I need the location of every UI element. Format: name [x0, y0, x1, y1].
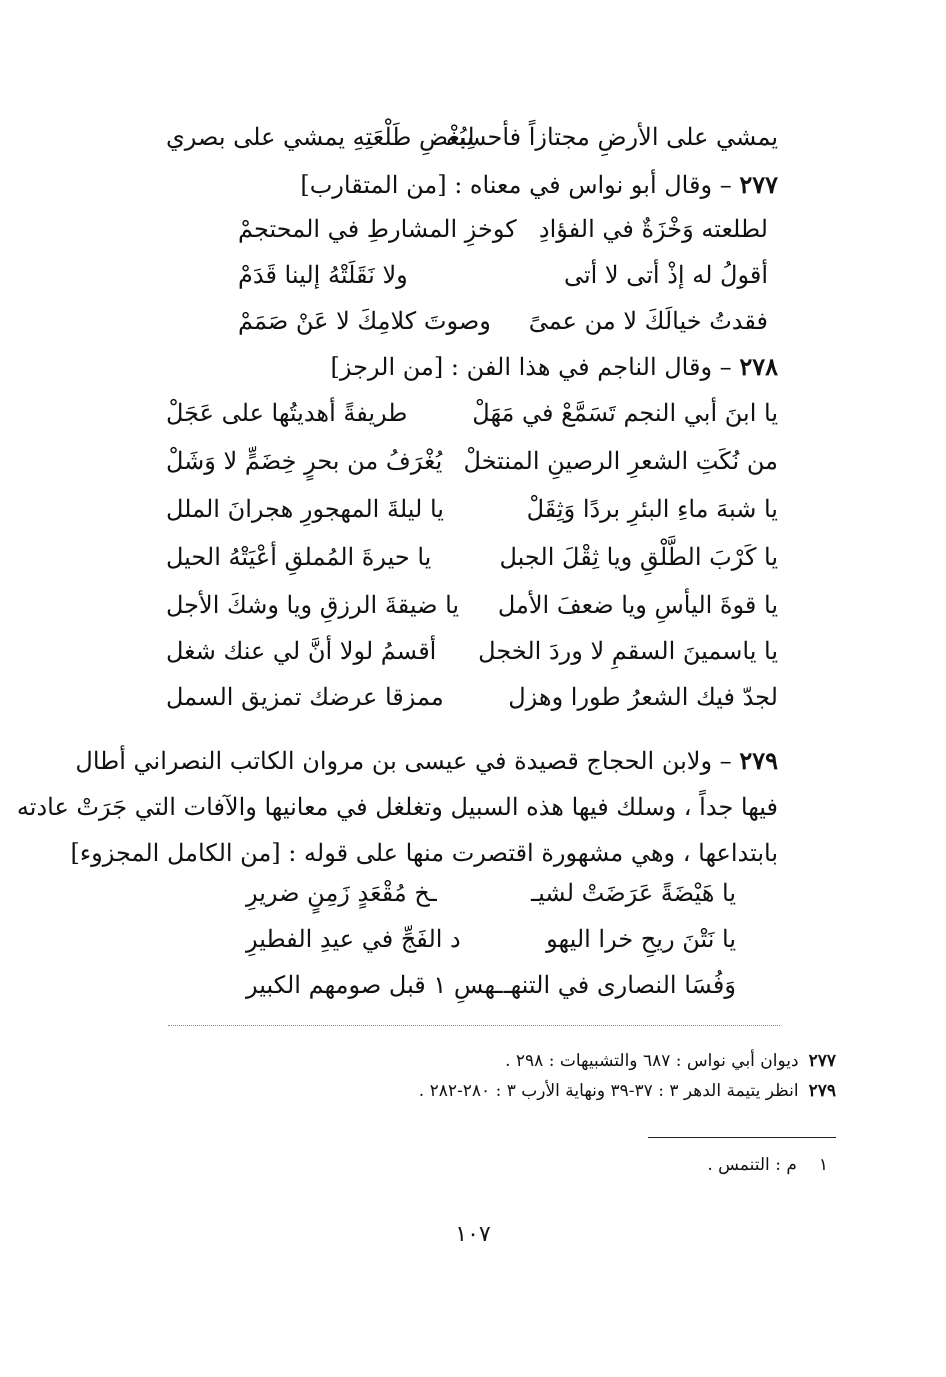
- verse-second-hemistich: يُغْرَفُ من بحرٍ خِضَمٍّ لا وَشَلْ: [166, 447, 443, 475]
- verse-line: [246, 922, 736, 956]
- verse-second-hemistich: يا ليلةَ المهجورِ هجرانَ الملل: [166, 495, 444, 523]
- entry-prose-line: – ولابن الحجاج قصيدة في عيسى بن مروان الكاتب النصراني أطال: [75, 747, 732, 775]
- entry-number: ٢٧٩: [739, 746, 778, 775]
- verse-first-hemistich: من نُكَتِ الشعرِ الرصينِ المنتخلْ: [463, 447, 778, 475]
- verse-second-hemistich: ـهسِ ١ قبل صومهم الكبير: [246, 971, 503, 999]
- entry-intro: – وقال أبو نواس في معناه : [من المتقارب]: [300, 171, 732, 199]
- footnote-separator: [168, 1025, 780, 1026]
- verse-first-hemistich: يا شبهَ ماءِ البئرِ بردًا وَثِقَلْ: [526, 495, 778, 523]
- verse-first-hemistich: فقدتُ خيالَكَ لا من عمىً: [528, 307, 768, 335]
- source-number: ٢٧٩: [808, 1081, 836, 1101]
- verse-second-hemistich: يا ضيقةَ الرزقِ ويا وشكَ الأجل: [166, 591, 460, 619]
- verse-line: [238, 258, 768, 292]
- verse-first-hemistich: يا كَرْبَ الطَّلْقِ ويا ثِقْلَ الجبل: [499, 543, 778, 571]
- footnote-text: م : التنمس .: [707, 1155, 797, 1175]
- entry-intro: – وقال الناجم في هذا الفن : [من الرجز]: [330, 353, 732, 381]
- source-note: [419, 1080, 836, 1102]
- source-text: انظر يتيمة الدهر ٣ : ٣٧-٣٩ ونهاية الأرب ٣ : ٢٨٠-٢٨٢ .: [418, 1081, 799, 1101]
- verse-first-hemistich: يا ابنَ أبي النجم تَسَمَّعْ في مَهَلْ: [472, 399, 778, 427]
- verse-line: [166, 540, 778, 574]
- verse-line: [166, 680, 778, 714]
- verse-second-hemistich: طريفةً أهديتُها على عَجَلْ: [166, 399, 408, 427]
- verse-line: [166, 588, 778, 622]
- verse-line: [238, 304, 768, 338]
- entry-number: ٢٧٧: [739, 170, 778, 199]
- verse-line: [166, 396, 778, 430]
- verse-line: [246, 876, 736, 910]
- verse-first-hemistich: لجدّ فيك الشعرُ طورا وهزل: [508, 683, 778, 711]
- verse-line: [166, 492, 778, 526]
- verse-second-hemistich: ولا نَقَلَتْهُ إلينا قَدَمْ: [238, 261, 408, 289]
- footnote-number: ١: [818, 1155, 828, 1175]
- verse-first-hemistich: يا ياسمينَ السقمِ لا وردَ الخجل: [478, 637, 778, 665]
- source-number: ٢٧٧: [808, 1051, 836, 1071]
- entry-279-first-line: [75, 746, 778, 776]
- variant-footnote: [707, 1154, 828, 1176]
- entry-278-heading: [330, 352, 778, 382]
- source-note: [505, 1050, 836, 1072]
- verse-first-hemistich: لطلعته وَخْزَةٌ في الفؤادِ: [538, 215, 768, 243]
- verse-first-hemistich: أقولُ له إذْ أتى لا أتى: [563, 261, 768, 289]
- source-text: ديوان أبي نواس : ٦٨٧ والتشبيهات : ٢٩٨ .: [505, 1051, 799, 1071]
- verse-line: [166, 444, 778, 478]
- verse-line: [166, 120, 778, 154]
- verse-second-hemistich: ـخ مُقْعَدٍ زَمِنٍ ضريرِ: [246, 879, 437, 907]
- entry-prose-line: فيها جداً ، وسلك فيها هذه السبيل وتغلغل في معانيها والآفات التي جَرَتْ عادته: [16, 793, 778, 821]
- verse-line: [238, 212, 768, 246]
- entry-prose-line: بابتداعها ، وهي مشهورة اقتصرت منها على قوله : [من الكامل المجزوء]: [70, 839, 778, 867]
- verse-first-hemistich: يمشي على الأرضِ مجتازاً فأحسبه: [445, 123, 778, 151]
- footnote-rule: [648, 1137, 836, 1138]
- verse-first-hemistich: وَفُسَا النصارى في التنهـ: [503, 971, 736, 999]
- entry-277-heading: [300, 170, 778, 200]
- verse-second-hemistich: وصوتَ كلامِكَ لا عَنْ صَمَمْ: [238, 307, 491, 335]
- verse-line: [166, 634, 778, 668]
- verse-second-hemistich: لِبُغْضِ طَلْعَتِهِ يمشي على بصري: [166, 123, 475, 151]
- verse-first-hemistich: يا قوةَ اليأسِ ويا ضعفَ الأمل: [497, 591, 778, 619]
- verse-second-hemistich: يا حيرةَ المُملقِ أعْيَتْهُ الحيل: [166, 543, 432, 571]
- verse-second-hemistich: كوخزِ المشارطِ في المحتجمْ: [238, 215, 517, 243]
- entry-number: ٢٧٨: [739, 352, 778, 381]
- verse-second-hemistich: أقسمُ لولا أنَّ لي عنك شغل: [166, 637, 437, 665]
- verse-second-hemistich: د الفَجِّ في عيدِ الفطيرِ: [246, 925, 461, 953]
- verse-line: [246, 968, 736, 1002]
- verse-first-hemistich: يا هَيْضَةً عَرَضَتْ لشيـ: [531, 879, 736, 907]
- page-number: ١٠٧: [455, 1222, 491, 1247]
- verse-first-hemistich: يا نَتْنَ ريحِ خرا اليهو: [546, 925, 736, 953]
- verse-second-hemistich: ممزقا عرضك تمزيق السمل: [166, 683, 444, 711]
